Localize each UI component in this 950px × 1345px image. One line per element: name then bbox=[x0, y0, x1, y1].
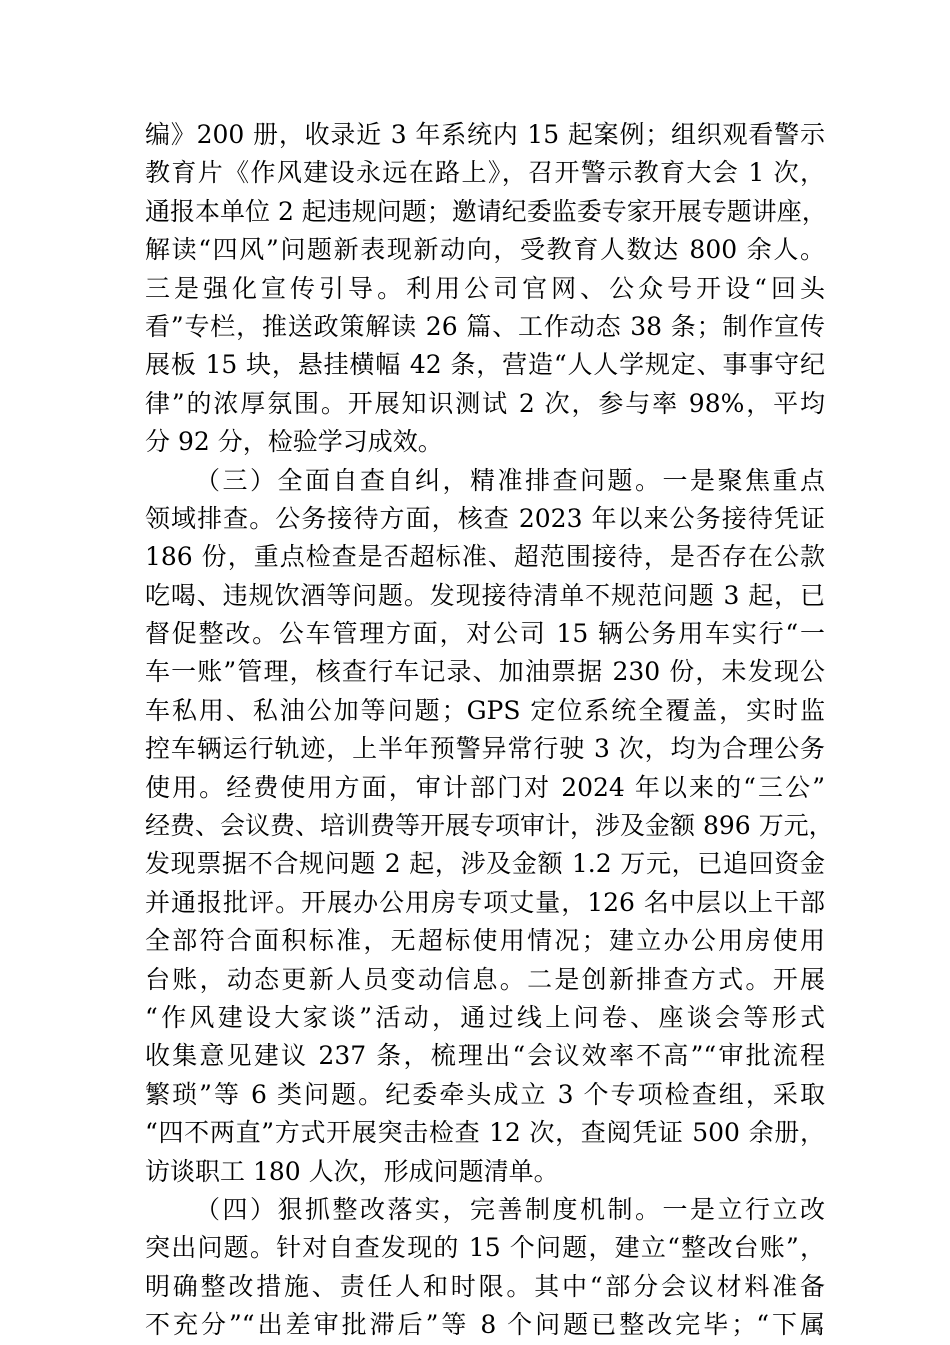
text-line: 台账，动态更新人员变动信息。二是创新排查方式。开展 bbox=[145, 964, 825, 994]
text-line: 明确整改措施、责任人和时限。其中“部分会议材料准备 bbox=[145, 1271, 825, 1301]
text-line: 繁琐”等 6 类问题。纪委牵头成立 3 个专项检查组，采取 bbox=[145, 1079, 825, 1109]
text-line: 突出问题。针对自查发现的 15 个问题，建立“整改台账”， bbox=[145, 1233, 825, 1263]
text-line: 收集意见建议 237 条，梳理出“会议效率不高”“审批流程 bbox=[145, 1041, 825, 1071]
text-line: 并通报批评。开展办公用房专项丈量，126 名中层以上干部 bbox=[145, 887, 825, 917]
text-line: 经费、会议费、培训费等开展专项审计，涉及金额 896 万元， bbox=[145, 811, 834, 841]
text-line: 使用。经费使用方面，审计部门对 2024 年以来的“三公” bbox=[145, 772, 825, 802]
text-line: 三是强化宣传引导。利用公司官网、公众号开设“回头 bbox=[145, 273, 825, 303]
text-line: 吃喝、违规饮酒等问题。发现接待清单不规范问题 3 起，已 bbox=[145, 580, 825, 610]
text-line: 督促整改。公车管理方面，对公司 15 辆公务用车实行“一 bbox=[145, 619, 825, 649]
text-line: 展板 15 块，悬挂横幅 42 条，营造“人人学规定、事事守纪 bbox=[145, 350, 825, 380]
text-line: 律”的浓厚氛围。开展知识测试 2 次，参与率 98%，平均 bbox=[145, 388, 825, 418]
text-line: 领域排查。公务接待方面，核查 2023 年以来公务接待凭证 bbox=[145, 503, 825, 533]
text-line: 通报本单位 2 起违规问题；邀请纪委监委专家开展专题讲座， bbox=[145, 196, 827, 226]
text-line: “四不两直”方式开展突击检查 12 次，查阅凭证 500 余册， bbox=[145, 1118, 825, 1148]
text-line: 车私用、私油公加等问题；GPS 定位系统全覆盖，实时监 bbox=[145, 695, 825, 725]
body-text bbox=[145, 116, 834, 1345]
text-line: “作风建设大家谈”活动，通过线上问卷、座谈会等形式 bbox=[145, 1002, 825, 1032]
text-line: 分 92 分，检验学习成效。 bbox=[145, 427, 443, 457]
text-line: 发现票据不合规问题 2 起，涉及金额 1.2 万元，已追回资金 bbox=[145, 849, 825, 879]
text-line: 车一账”管理，核查行车记录、加油票据 230 份，未发现公 bbox=[145, 657, 825, 687]
text-line: 全部符合面积标准，无超标使用情况；建立办公用房使用 bbox=[145, 926, 825, 956]
text-line: 看”专栏，推送政策解读 26 篇、工作动态 38 条；制作宣传 bbox=[145, 311, 825, 341]
section-heading-line: （四）狠抓整改落实，完善制度机制。一是立行立改 bbox=[195, 1194, 825, 1224]
text-line: 控车辆运行轨迹，上半年预警异常行驶 3 次，均为合理公务 bbox=[145, 734, 825, 764]
text-line: 不充分”“出差审批滞后”等 8 个问题已整改完毕；“下属 bbox=[145, 1310, 825, 1340]
text-line: 教育片《作风建设永远在路上》，召开警示教育大会 1 次， bbox=[145, 158, 825, 188]
text-line: 访谈职工 180 人次，形成问题清单。 bbox=[145, 1156, 559, 1186]
text-line: 解读“四风”问题新表现新动向，受教育人数达 800 余人。 bbox=[145, 235, 825, 265]
text-line: 编》200 册，收录近 3 年系统内 15 起案例；组织观看警示 bbox=[145, 120, 825, 149]
section-heading-line: （三）全面自查自纠，精准排查问题。一是聚焦重点 bbox=[195, 465, 825, 495]
text-line: 186 份，重点检查是否超标准、超范围接待，是否存在公款 bbox=[145, 542, 825, 572]
